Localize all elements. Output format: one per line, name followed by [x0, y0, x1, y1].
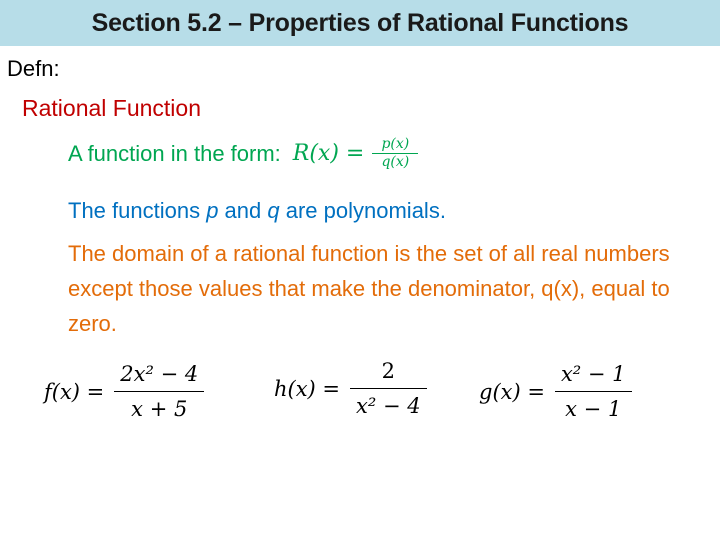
poly-suffix: are polynomials.: [279, 198, 446, 223]
example-lhs: g(x) =: [479, 379, 545, 404]
definition-denominator: q(x): [381, 154, 410, 170]
polynomials-line: [68, 198, 446, 224]
title-bar: [0, 0, 720, 46]
example-numerator: 2: [381, 359, 395, 383]
example-g: [479, 360, 632, 423]
definition-fraction: [372, 136, 418, 171]
poly-and: and: [218, 198, 268, 223]
poly-p: p: [206, 198, 219, 223]
example-fraction: [555, 360, 632, 423]
poly-prefix: The functions: [68, 198, 207, 223]
fraction-bar: [555, 391, 632, 392]
example-fraction: [350, 357, 427, 420]
poly-q: q: [267, 198, 280, 223]
defn-label: Defn:: [7, 56, 60, 81]
fraction-bar: [350, 388, 427, 389]
definition-numerator: p(x): [381, 136, 410, 152]
example-numerator: 2x² − 4: [120, 362, 199, 386]
example-lhs: f(x) =: [44, 379, 105, 404]
example-f: [44, 360, 204, 423]
definition-text: A function in the form:: [68, 140, 281, 166]
example-fraction: [114, 360, 204, 423]
definition-line: [68, 136, 418, 171]
example-h: [274, 357, 427, 420]
example-denominator: x − 1: [565, 397, 622, 421]
term-heading: Rational Function: [22, 95, 201, 121]
definition-lhs: R(x) =: [292, 141, 365, 166]
fraction-bar: [114, 391, 204, 392]
example-numerator: x² − 1: [560, 362, 626, 386]
slide-title: Section 5.2 – Properties of Rational Functions: [91, 8, 629, 37]
domain-statement: The domain of a rational function is the set of all real numbers except those values that make the denominator, q(x), equal to zero.: [68, 241, 670, 336]
example-denominator: x² − 4: [356, 394, 421, 418]
example-denominator: x + 5: [131, 397, 188, 421]
example-lhs: h(x) =: [274, 376, 341, 401]
